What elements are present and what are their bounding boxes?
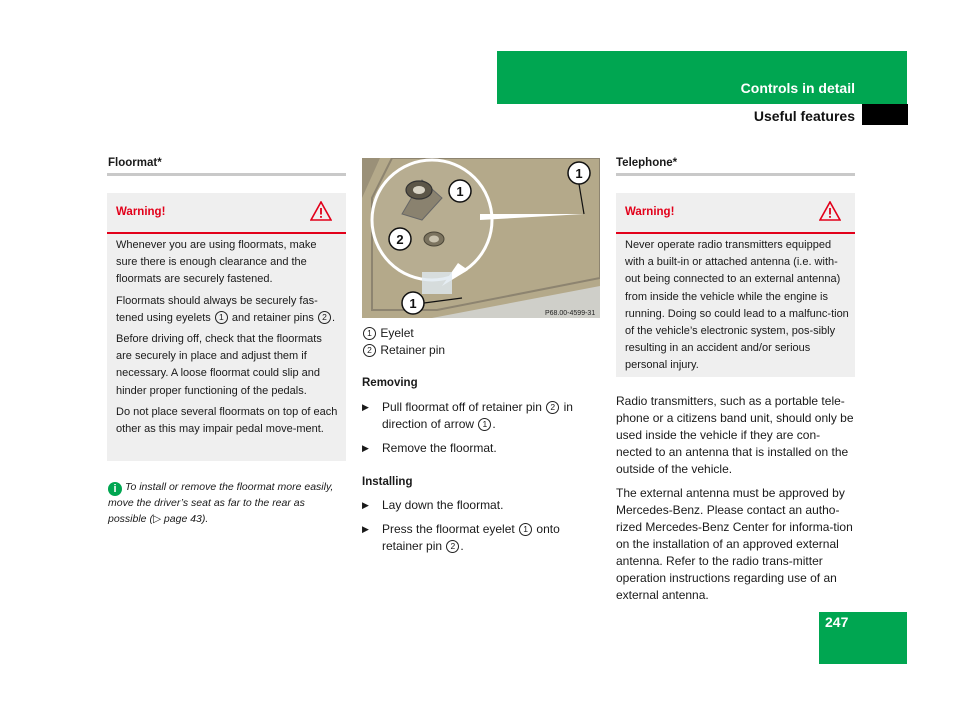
info-icon: i <box>108 482 122 496</box>
warning-paragraph: Never operate radio transmitters equipped with a built-in or attached antenna (i.e. with-out being connected to an external antenna) from inside the vehicle while the engine is running. Doing so could lead to a malfunc-tion of the vehicle’s electronic system, pos-sibly resulting in an accident and/or serious personal injury. <box>625 239 849 372</box>
warning-paragraph: Whenever you are using floormats, make sure there is enough clearance and the floormats are securely fastened. <box>116 239 317 286</box>
list-item <box>362 497 602 514</box>
floormat-warning-box <box>107 193 346 461</box>
body-paragraph: Radio transmitters, such as a portable tele-phone or a citizens band unit, should only be used inside the vehicle if they are con-nected to an antenna that is installed on the outside of the vehicle. <box>616 394 854 476</box>
bullet-arrow-icon: ▶ <box>362 500 369 510</box>
pin-number-2: 2 <box>446 540 459 553</box>
figure-callout-1c-label: 1 <box>409 296 417 311</box>
list-item <box>362 399 602 433</box>
legend-item <box>362 342 602 359</box>
eyelet-number-1: 1 <box>215 311 228 324</box>
warning-body <box>116 237 338 442</box>
bullet-arrow-icon: ▶ <box>362 402 369 412</box>
installing-steps <box>362 497 602 555</box>
step-text: Pull floormat off of retainer pin <box>382 400 542 414</box>
bullet-arrow-icon: ▶ <box>362 524 369 534</box>
figure-callout-1-label: 1 <box>456 184 464 199</box>
warning-divider <box>616 232 855 234</box>
legend-number: 1 <box>363 327 376 340</box>
figure-callout-2-label: 2 <box>396 232 404 247</box>
body-paragraph: The external antenna must be approved by Mercedes-Benz. Please contact an autho-rized Mercedes-Benz Center for informa-tion on the installation of an approved external antenna. Refer to the radio trans-mitter operation instructions regarding use of an external antenna. <box>616 486 853 602</box>
pin-number-2: 2 <box>546 401 559 414</box>
subsection-title: Useful features <box>753 108 855 124</box>
step-text: . <box>460 539 464 553</box>
subsection-tab <box>862 104 908 125</box>
warning-paragraph: Before driving off, check that the floormats are securely in place and adjust them if necessary. A loose floormat could slip and hinder proper functioning of the pedals. <box>116 333 322 397</box>
step-text: Press the floormat eyelet <box>382 522 515 536</box>
floormat-title: Floormat* <box>108 157 162 169</box>
warning-triangle-icon <box>310 201 332 221</box>
figure-code: P68.00-4599-31 <box>545 310 596 317</box>
step-text: Lay down the floormat. <box>382 498 504 512</box>
step-text: Remove the floormat. <box>382 441 497 455</box>
warning-divider <box>107 232 346 234</box>
header-bar <box>497 51 907 104</box>
telephone-warning-box <box>616 193 855 377</box>
note-text: To install or remove the floormat more easily, move the driver’s seat as far to the rear as possible (▷ page 43). <box>108 481 334 525</box>
warning-text: and retainer pins <box>231 311 314 324</box>
warning-text: Floormats should always be securely fas-tened using eyelets <box>116 294 318 324</box>
floormat-title-rule <box>107 173 346 176</box>
eyelet-number-1: 1 <box>519 523 532 536</box>
list-item <box>362 521 602 555</box>
telephone-title-rule <box>616 173 855 176</box>
warning-label: Warning! <box>116 206 166 218</box>
figure-callout-1b-label: 1 <box>575 166 583 181</box>
warning-triangle-icon <box>819 201 841 221</box>
telephone-title: Telephone* <box>616 157 678 169</box>
step-text: onto retainer pin <box>382 522 560 553</box>
floormat-note <box>108 480 346 527</box>
pin-number-2: 2 <box>318 311 331 324</box>
list-item <box>362 440 602 457</box>
page-number: 247 <box>825 614 849 630</box>
step-text: . <box>492 417 496 431</box>
legend-item <box>362 325 602 342</box>
installing-title: Installing <box>362 476 413 488</box>
section-title: Controls in detail <box>740 80 855 96</box>
telephone-body <box>616 393 856 604</box>
detail-magnifier <box>372 160 492 280</box>
warning-text: . <box>331 311 335 324</box>
figure-legend <box>362 325 602 359</box>
bullet-arrow-icon: ▶ <box>362 443 369 453</box>
warning-label: Warning! <box>625 206 675 218</box>
arrow-number-1: 1 <box>478 418 491 431</box>
removing-steps <box>362 399 602 457</box>
legend-label: Eyelet <box>380 326 414 340</box>
floormat-figure <box>362 158 600 318</box>
legend-label: Retainer pin <box>380 343 446 357</box>
step-text: in direction of arrow <box>382 400 573 431</box>
legend-number: 2 <box>363 344 376 357</box>
warning-paragraph <box>116 293 338 327</box>
warning-paragraph: Do not place several floormats on top of each other as this may impair pedal move-ment. <box>116 405 338 436</box>
removing-title: Removing <box>362 377 418 389</box>
